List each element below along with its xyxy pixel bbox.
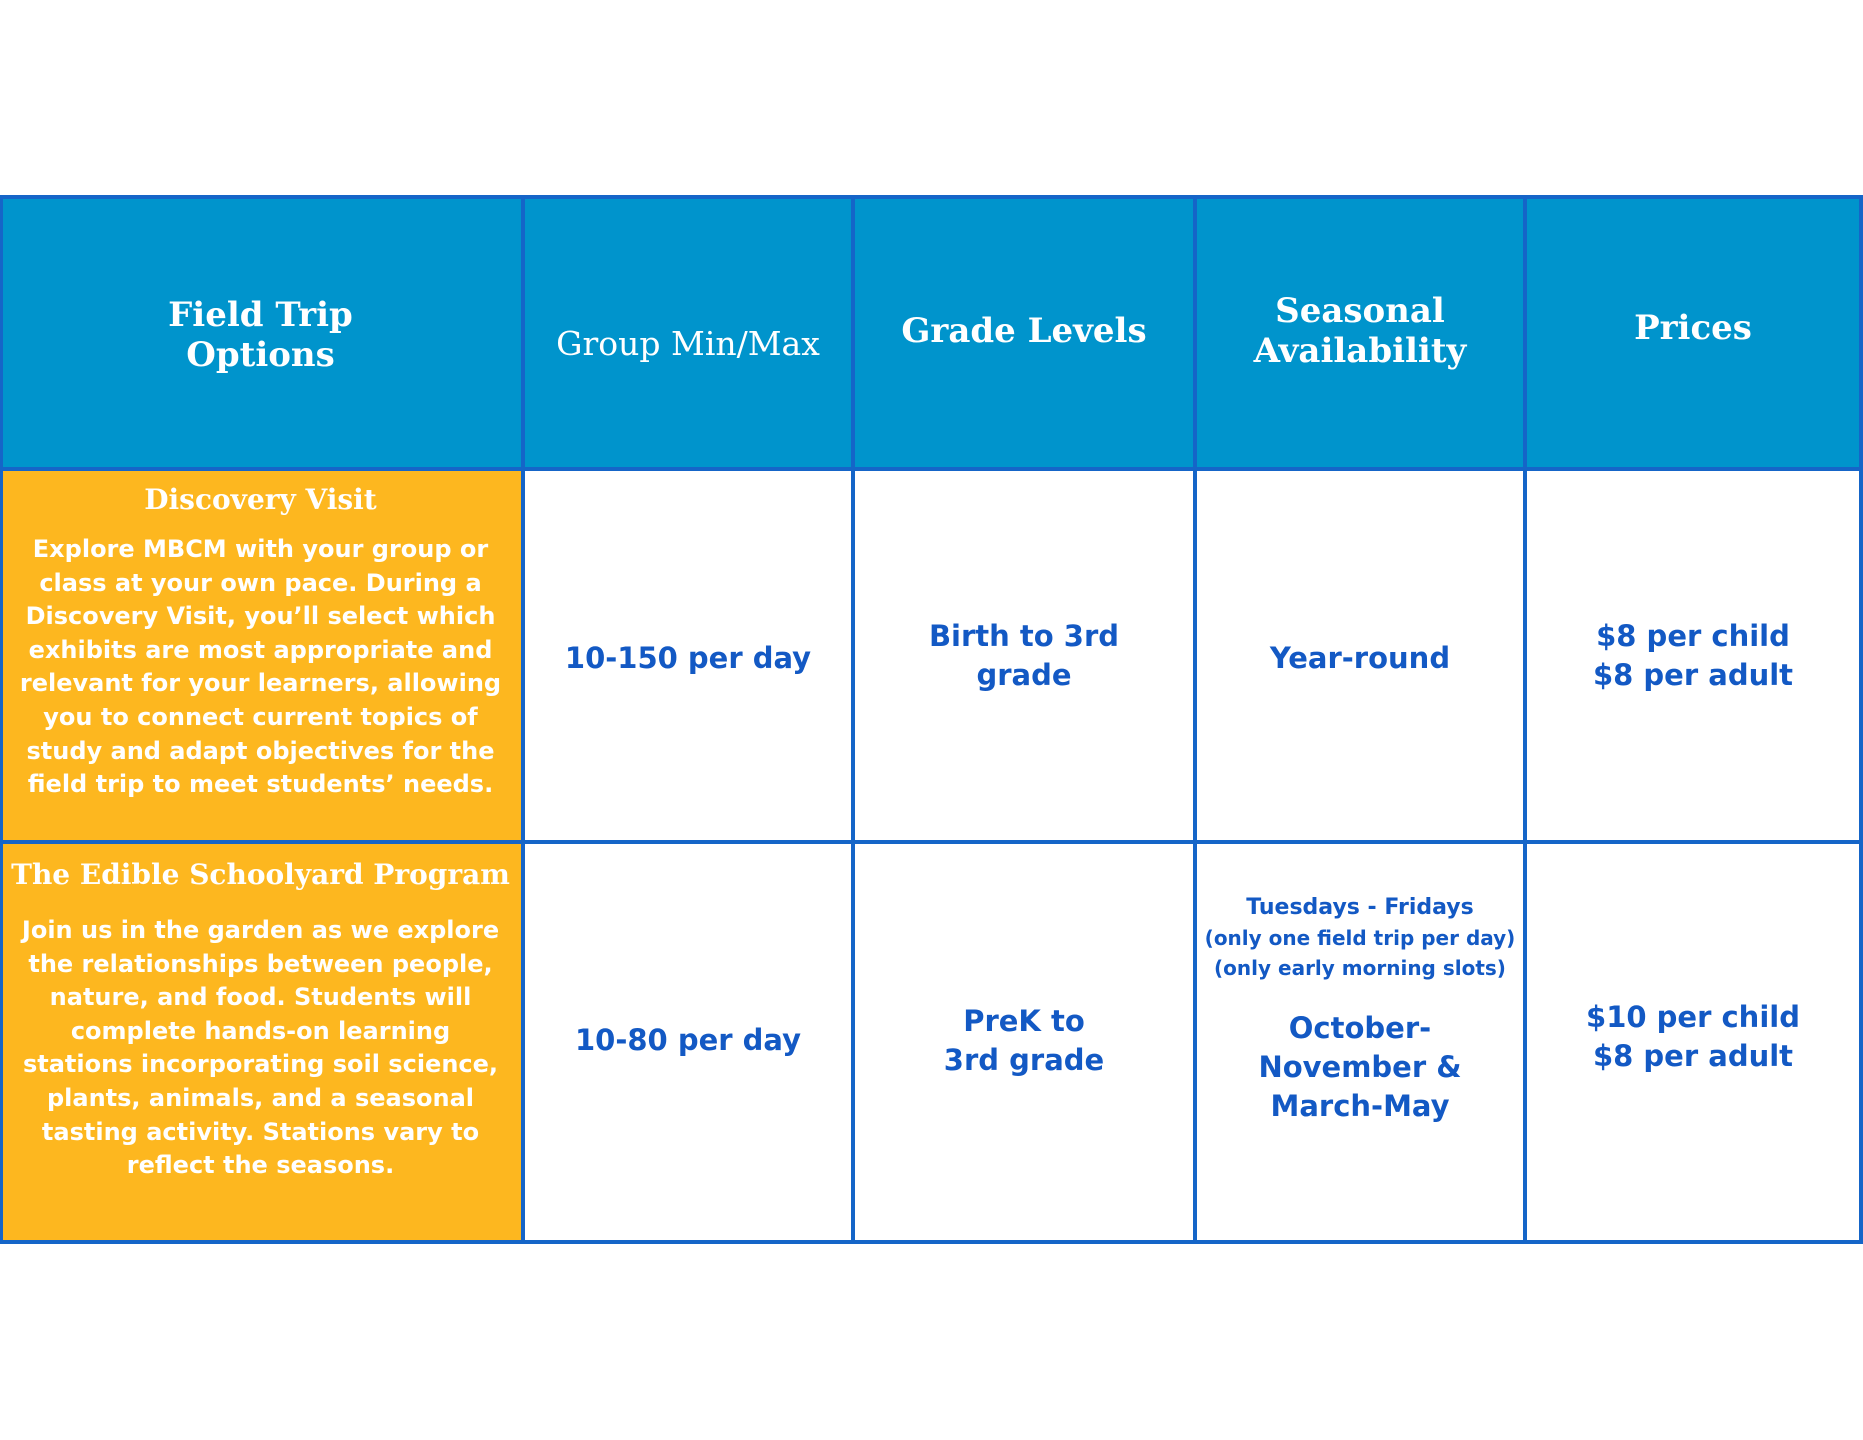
season-note: (only early morning slots) — [1214, 956, 1506, 980]
header-grade-levels — [855, 195, 1193, 467]
season-note: (only one field trip per day) — [1204, 926, 1516, 950]
row-2-group-size — [525, 844, 851, 1240]
header-line: Grade Levels — [901, 311, 1147, 351]
header-line: Field Trip — [168, 295, 353, 335]
season-months-line: March-May — [1270, 1089, 1450, 1123]
header-field-trip-options — [0, 195, 521, 467]
row-2-seasonal-availability — [1197, 844, 1523, 1240]
season-months-line: Year-round — [1269, 641, 1451, 675]
season-months-line: November & — [1258, 1050, 1462, 1084]
row-1-group-size — [525, 471, 851, 840]
grade-line: grade — [976, 657, 1072, 692]
header-line: Availability — [1253, 331, 1467, 371]
option-title: The Edible Schoolyard Program — [11, 858, 510, 891]
price-line: $8 per child — [1596, 618, 1790, 653]
option-title: Discovery Visit — [144, 483, 377, 516]
row-1-grade-levels — [855, 471, 1193, 840]
row-1-prices — [1527, 471, 1859, 840]
row-2-option — [0, 844, 521, 1240]
season-days: Tuesdays - Fridays — [1246, 895, 1474, 920]
grade-line: PreK to — [963, 1004, 1085, 1038]
header-prices — [1527, 195, 1859, 467]
grid-line — [1859, 195, 1863, 1244]
header-line: Seasonal — [1275, 291, 1445, 331]
row-2-prices — [1527, 844, 1859, 1240]
header-seasonal-availability — [1197, 195, 1523, 467]
header-group-min-max — [525, 195, 851, 467]
price-line: $10 per child — [1586, 1000, 1800, 1034]
price-line: $8 per adult — [1592, 657, 1794, 692]
header-line: Group Min/Max — [556, 324, 820, 363]
season-months — [1258, 1009, 1461, 1126]
option-description: Join us in the garden as we explore the relationships between people, nature, and food. Students will complete hands-on learning stations incorporating soil science, plants, animals, and a seasonal tasting activity. Stations vary to reflect the seasons. — [21, 916, 500, 1180]
price-line: $8 per adult — [1592, 1039, 1794, 1073]
season-months-line: October- — [1288, 1011, 1432, 1045]
grade-line: 3rd grade — [943, 1043, 1105, 1077]
group-size-value: 10-150 per day — [564, 641, 812, 675]
header-line: Options — [186, 335, 335, 375]
group-size-value: 10-80 per day — [574, 1022, 801, 1057]
row-1-seasonal-availability — [1197, 471, 1523, 840]
header-line: Prices — [1634, 308, 1752, 348]
field-trip-table — [0, 195, 1863, 1244]
option-description: Explore MBCM with your group or class at your own pace. During a Discovery Visit, you’ll select which exhibits are most appropriate and relevant for your learners, allowing you to connect current topics of study and adapt objectives for the field trip to meet students’ needs. — [19, 535, 502, 799]
row-1-option — [0, 471, 521, 840]
grid-line — [0, 1240, 1863, 1244]
grade-line: Birth to 3rd — [928, 618, 1120, 653]
row-2-grade-levels — [855, 844, 1193, 1240]
